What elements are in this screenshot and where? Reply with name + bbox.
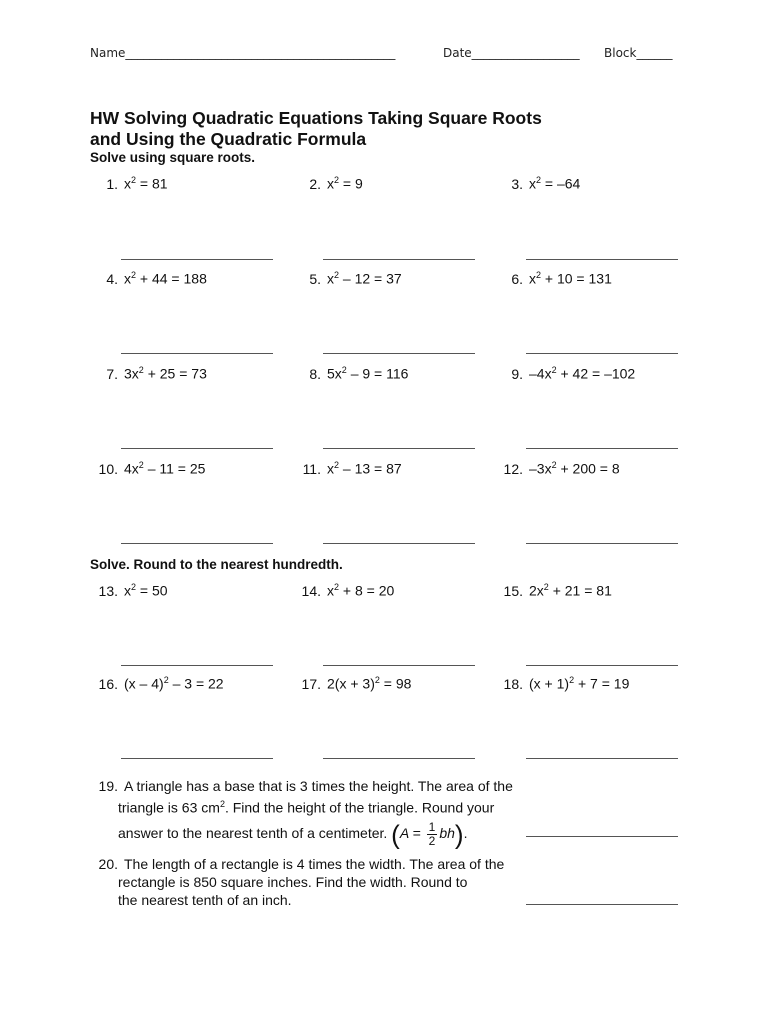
answer-line-5[interactable]: [323, 353, 475, 354]
problem-18: [495, 675, 629, 692]
problem-number: 12.: [503, 460, 523, 477]
section-heading-square-roots: Solve using square roots.: [90, 150, 256, 165]
word-problem-19: [90, 777, 513, 848]
equation-rest: + 44 = 188: [136, 270, 207, 287]
fraction: [427, 821, 438, 848]
answer-line-6[interactable]: [526, 353, 678, 354]
problem-10: [90, 460, 205, 477]
formula-end: .: [463, 824, 468, 841]
exponent: 2: [219, 799, 225, 809]
fraction-numerator: 1: [428, 819, 436, 834]
exponent: 2: [131, 582, 137, 592]
problem-number: 18.: [503, 675, 523, 692]
answer-line-3[interactable]: [526, 259, 678, 260]
answer-line-2[interactable]: [323, 259, 475, 260]
problem-text-line: A triangle has a base that is 3 times the height. The area of the: [124, 778, 513, 794]
page-title: [90, 108, 690, 150]
exponent: 2: [334, 175, 340, 185]
problem-number: 19.: [98, 778, 118, 794]
problem-8: [293, 365, 408, 382]
formula-lhs: A =: [399, 824, 421, 841]
answer-line-7[interactable]: [121, 448, 273, 449]
exponent: 2: [138, 365, 144, 375]
problem-number: 3.: [511, 175, 523, 192]
exponent: 2: [551, 365, 557, 375]
problem-number: 10.: [98, 460, 118, 477]
exponent: 2: [341, 365, 347, 375]
exponent: 2: [334, 270, 340, 280]
answer-line-16[interactable]: [121, 758, 273, 759]
problem-text-line: The length of a rectangle is 4 times the width. The area of the: [124, 856, 505, 872]
equation-rest: = 98: [379, 675, 412, 692]
name-field[interactable]: Name_____________________________________________: [90, 46, 396, 60]
exponent: 2: [138, 460, 144, 470]
problem-12: [495, 460, 620, 477]
equation-base: x: [327, 582, 334, 599]
problem-number: 5.: [309, 270, 321, 287]
equation-base: 2x: [529, 582, 544, 599]
problem-number: 20.: [98, 856, 118, 872]
problem-number: 9.: [511, 365, 523, 382]
answer-line-17[interactable]: [323, 758, 475, 759]
answer-line-19[interactable]: [526, 836, 678, 837]
title-line-1: HW Solving Quadratic Equations Taking Square Roots: [90, 108, 542, 128]
equation-rest: = 9: [339, 175, 363, 192]
equation-base: 3x: [124, 365, 139, 382]
exponent: 2: [569, 675, 575, 685]
exponent: 2: [536, 270, 542, 280]
problem-number: 14.: [301, 582, 321, 599]
equation-base: –4x: [529, 365, 552, 382]
equation-rest: + 200 = 8: [556, 460, 620, 477]
problem-number: 1.: [106, 175, 118, 192]
equation-rest: – 13 = 87: [339, 460, 402, 477]
right-paren: ): [454, 819, 464, 850]
equation-rest: – 12 = 37: [339, 270, 402, 287]
equation-rest: + 10 = 131: [541, 270, 612, 287]
problem-2: [293, 175, 363, 192]
equation-rest: = 50: [136, 582, 168, 599]
answer-line-18[interactable]: [526, 758, 678, 759]
equation-base: 4x: [124, 460, 139, 477]
problem-1: [90, 175, 168, 192]
equation-rest: = –64: [541, 175, 581, 192]
exponent: 2: [543, 582, 549, 592]
answer-line-12[interactable]: [526, 543, 678, 544]
equation-base: 5x: [327, 365, 342, 382]
problem-number: 17.: [301, 675, 321, 692]
equation-base: –3x: [529, 460, 552, 477]
problem-number: 16.: [98, 675, 118, 692]
problem-number: 2.: [309, 175, 321, 192]
exponent: 2: [551, 460, 557, 470]
answer-line-9[interactable]: [526, 448, 678, 449]
answer-line-10[interactable]: [121, 543, 273, 544]
problem-3: [495, 175, 580, 192]
problem-5: [293, 270, 402, 287]
problem-16: [90, 675, 224, 692]
exponent: 2: [334, 460, 340, 470]
problem-number: 15.: [503, 582, 523, 599]
word-problem-20: [90, 855, 504, 909]
equation-base: x: [327, 460, 334, 477]
equation-rest: – 11 = 25: [143, 460, 206, 477]
answer-line-14[interactable]: [323, 665, 475, 666]
exponent: 2: [374, 675, 380, 685]
answer-line-1[interactable]: [121, 259, 273, 260]
equation-base: x: [124, 175, 131, 192]
problem-6: [495, 270, 612, 287]
equation-base: (x – 4): [124, 675, 164, 692]
problem-11: [293, 460, 402, 477]
formula-rhs: bh: [439, 824, 455, 841]
equation-rest: + 21 = 81: [548, 582, 612, 599]
exponent: 2: [334, 582, 340, 592]
exponent: 2: [131, 270, 137, 280]
equation-rest: – 3 = 22: [168, 675, 224, 692]
left-paren: (: [391, 819, 400, 850]
section-heading-round: Solve. Round to the nearest hundredth.: [90, 557, 343, 572]
equation-base: x: [529, 270, 536, 287]
equation-base: (x + 1): [529, 675, 570, 692]
equation-rest: = 81: [136, 175, 168, 192]
equation-base: x: [124, 270, 131, 287]
exponent: 2: [163, 675, 169, 685]
problem-15: [495, 582, 612, 599]
problem-number: 6.: [511, 270, 523, 287]
block-field[interactable]: Block______: [604, 46, 673, 60]
equation-base: x: [529, 175, 536, 192]
equation-rest: – 9 = 116: [346, 365, 409, 382]
answer-line-4[interactable]: [121, 353, 273, 354]
answer-line-15[interactable]: [526, 665, 678, 666]
problem-number: 11.: [302, 460, 321, 477]
equation-rest: + 8 = 20: [339, 582, 395, 599]
problem-17: [293, 675, 411, 692]
equation-rest: + 42 = –102: [556, 365, 636, 382]
equation-rest: + 7 = 19: [574, 675, 630, 692]
equation-rest: + 25 = 73: [143, 365, 207, 382]
problem-number: 8.: [309, 365, 321, 382]
equation-base: x: [327, 270, 334, 287]
answer-line-8[interactable]: [323, 448, 475, 449]
problem-13: [90, 582, 168, 599]
exponent: 2: [536, 175, 542, 185]
title-line-2: and Using the Quadratic Formula: [90, 129, 367, 149]
problem-14: [293, 582, 394, 599]
answer-line-11[interactable]: [323, 543, 475, 544]
problem-text-line: answer to the nearest tenth of a centimeter.: [118, 824, 388, 841]
problem-text-line: the nearest tenth of an inch.: [118, 892, 292, 908]
problem-number: 4.: [106, 270, 118, 287]
problem-text-line: triangle is 63 cm: [118, 799, 220, 816]
problem-4: [90, 270, 207, 287]
equation-base: 2(x + 3): [327, 675, 375, 692]
equation-base: x: [327, 175, 334, 192]
date-field[interactable]: Date__________________: [443, 46, 580, 60]
problem-number: 13.: [98, 582, 118, 599]
answer-line-20[interactable]: [526, 904, 678, 905]
problem-9: [495, 365, 635, 382]
problem-text-line: . Find the height of the triangle. Round your: [224, 799, 495, 816]
equation-base: x: [124, 582, 131, 599]
answer-line-13[interactable]: [121, 665, 273, 666]
fraction-denominator: 2: [428, 833, 436, 848]
problem-number: 7.: [106, 365, 118, 382]
problem-7: [90, 365, 207, 382]
problem-text-line: rectangle is 850 square inches. Find the width. Round to: [118, 874, 468, 890]
exponent: 2: [131, 175, 137, 185]
